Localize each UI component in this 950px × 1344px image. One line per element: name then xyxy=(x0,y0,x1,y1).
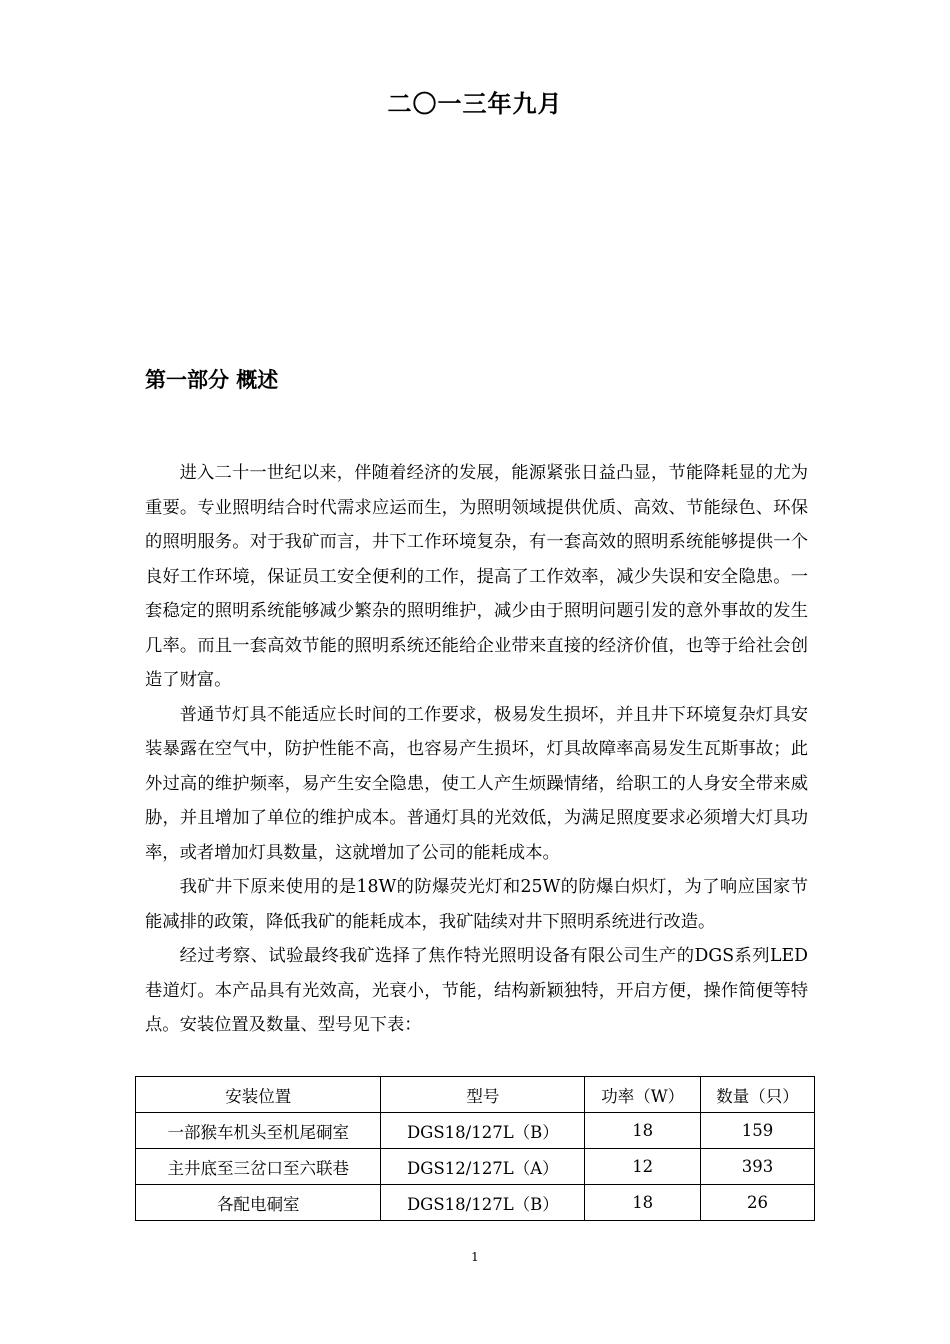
cell-model: DGS18/127L（B） xyxy=(381,1113,585,1149)
cell-model: DGS18/127L（B） xyxy=(381,1185,585,1221)
cell-power: 12 xyxy=(585,1149,701,1185)
paragraph-selection: 经过考察、试验最终我矿选择了焦作特光照明设备有限公司生产的DGS系列LED巷道灯。本产品具有光效高，光衰小，节能，结构新颖独特，开启方便，操作简便等特点。安装位置及数量、型号见下表： xyxy=(145,946,808,1035)
date-title: 二〇一三年九月 xyxy=(387,90,563,118)
cell-power: 18 xyxy=(585,1185,701,1221)
cell-quantity: 26 xyxy=(701,1185,815,1221)
table-row xyxy=(136,1185,815,1221)
cell-location: 各配电硐室 xyxy=(136,1185,381,1221)
installation-table xyxy=(135,1076,815,1221)
table-row xyxy=(136,1113,815,1149)
header-model: 型号 xyxy=(381,1077,585,1113)
cell-power: 18 xyxy=(585,1113,701,1149)
header-location: 安装位置 xyxy=(136,1077,381,1113)
cell-location: 一部猴车机头至机尾硐室 xyxy=(136,1113,381,1149)
paragraph-original-lamps: 我矿井下原来使用的是18W的防爆荧光灯和25W的防爆白炽灯，为了响应国家节能减排的政策，降低我矿的能耗成本，我矿陆续对井下照明系统进行改造。 xyxy=(145,877,808,932)
table-row xyxy=(136,1149,815,1185)
body-text xyxy=(145,456,808,1043)
cell-location: 主井底至三岔口至六联巷 xyxy=(136,1149,381,1185)
paragraph-problems: 普通节灯具不能适应长时间的工作要求，极易发生损坏，并且井下环境复杂灯具安装暴露在空气中，防护性能不高，也容易产生损坏，灯具故障率高易发生瓦斯事故；此外过高的维护频率，易产生安全隐患，使工人产生烦躁情绪，给职工的人身安全带来威胁，并且增加了单位的维护成本。普通灯具的光效低，为满足照度要求必须增大灯具功率，或者增加灯具数量，这就增加了公司的能耗成本。 xyxy=(145,704,808,863)
header-power: 功率（W） xyxy=(585,1077,701,1113)
page-number: 1 xyxy=(471,1250,479,1264)
cell-model: DGS12/127L（A） xyxy=(381,1149,585,1185)
table-header-row xyxy=(136,1077,815,1113)
cell-quantity: 159 xyxy=(701,1113,815,1149)
section-heading: 第一部分 概述 xyxy=(145,368,279,392)
cell-quantity: 393 xyxy=(701,1149,815,1185)
header-quantity: 数量（只） xyxy=(701,1077,815,1113)
paragraph-intro: 进入二十一世纪以来，伴随着经济的发展，能源紧张日益凸显，节能降耗显的尤为重要。专业照明结合时代需求应运而生，为照明领域提供优质、高效、节能绿色、环保的照明服务。对于我矿而言，井下工作环境复杂，有一套高效的照明系统能够提供一个良好工作环境，保证员工安全便利的工作，提高了工作效率，减少失误和安全隐患。一套稳定的照明系统能够减少繁杂的照明维护，减少由于照明问题引发的意外事故的发生几率。而且一套高效节能的照明系统还能给企业带来直接的经济价值，也等于给社会创造了财富。 xyxy=(145,463,808,690)
